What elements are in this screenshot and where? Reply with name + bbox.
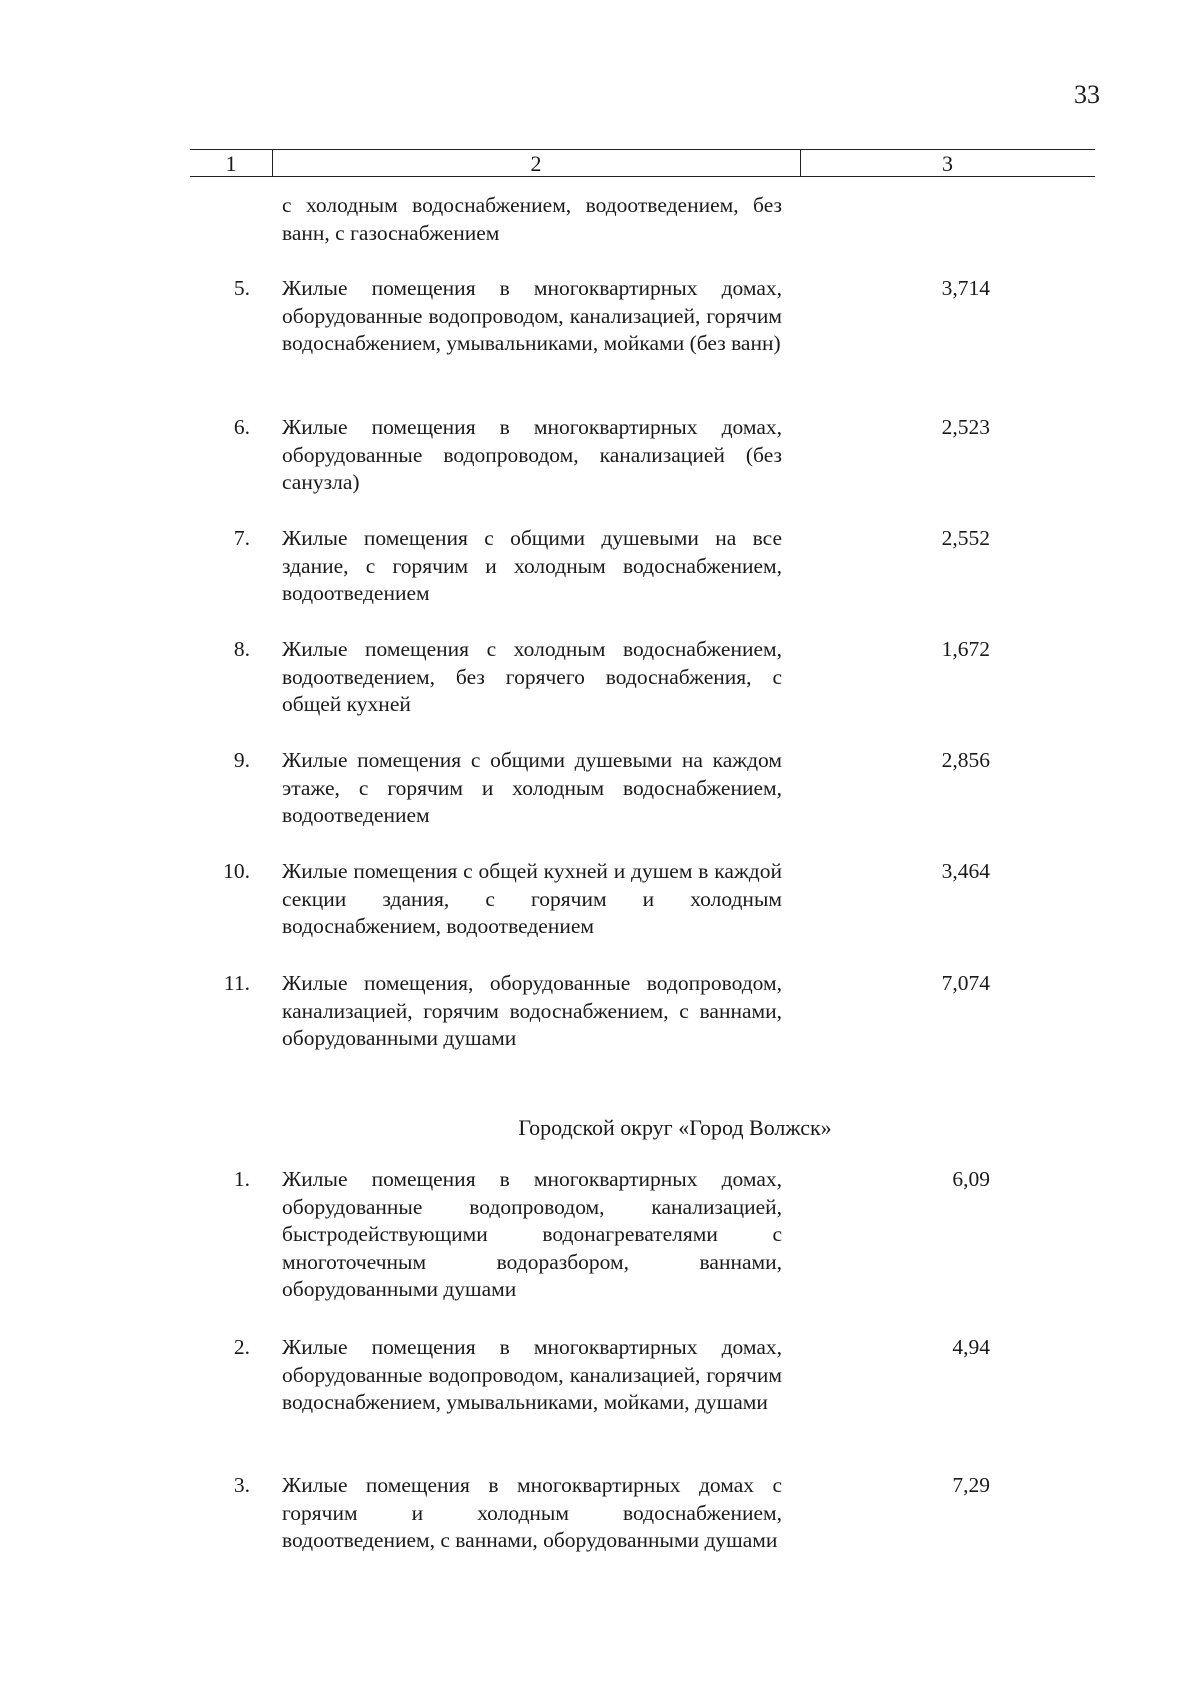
- row-number: 1.: [233, 1167, 250, 1191]
- section-title: Городской округ «Город Волжск»: [518, 1115, 832, 1140]
- row-value: 1,672: [941, 637, 990, 661]
- row-number: 5.: [233, 276, 250, 300]
- row-description: Жилые помещения с холодным водоснабжением, водоотведением, без горячего водоснабжения, с общей кухней: [282, 637, 782, 716]
- row-description: Жилые помещения в многоквартирных домах с горячим и холодным водоснабжением, водоотведением, с ваннами, оборудованными душами: [282, 1473, 782, 1552]
- row-value: 2,856: [941, 748, 990, 772]
- row-number: 7.: [233, 526, 250, 550]
- row-number: 10.: [223, 859, 250, 883]
- table-header-rule-top: [190, 149, 1095, 150]
- row-value: 2,552: [941, 526, 990, 550]
- row-description: Жилые помещения в многоквартирных домах, оборудованные водопроводом, канализацией (без санузла): [282, 415, 782, 494]
- row-number: 9.: [233, 748, 250, 772]
- column-header-2: 2: [530, 151, 542, 176]
- column-header-3: 3: [942, 151, 953, 176]
- row-value: 6,09: [952, 1167, 990, 1191]
- row-description: Жилые помещения с общей кухней и душем в каждой секции здания, с горячим и холодным водоснабжением, водоотведением: [282, 859, 782, 938]
- row-description: Жилые помещения, оборудованные водопроводом, канализацией, горячим водоснабжением, с ваннами, оборудованными душами: [282, 971, 782, 1050]
- row-description: Жилые помещения в многоквартирных домах, оборудованные водопроводом, канализацией, быстродействующими водонагревателями с многоточечным водоразбором, ваннами, оборудованными душами: [282, 1167, 782, 1301]
- row-value: 4,94: [952, 1335, 990, 1359]
- row-description: Жилые помещения в многоквартирных домах, оборудованные водопроводом, канализацией, горячим водоснабжением, умывальниками, мойками, душами: [282, 1335, 782, 1414]
- row-description: Жилые помещения с общими душевыми на все здание, с горячим и холодным водоснабжением, водоотведением: [282, 526, 782, 605]
- row-description: Жилые помещения с общими душевыми на каждом этаже, с горячим и холодным водоснабжением, водоотведением: [282, 748, 782, 827]
- column-header-1: 1: [225, 151, 237, 176]
- row-value: 7,29: [952, 1473, 990, 1497]
- row-number: 11.: [223, 971, 250, 995]
- row-description: Жилые помещения в многоквартирных домах, оборудованные водопроводом, канализацией, горячим водоснабжением, умывальниками, мойками (без ванн): [282, 276, 782, 355]
- page-number: 33: [1074, 80, 1100, 109]
- row-number: 3.: [233, 1473, 250, 1497]
- row-description: с холодным водоснабжением, водоотведением, без ванн, с газоснабжением: [282, 193, 782, 245]
- row-number: 6.: [233, 415, 250, 439]
- row-value: 7,074: [941, 971, 990, 995]
- row-number: 8.: [233, 637, 250, 661]
- row-value: 3,464: [941, 859, 990, 883]
- row-value: 2,523: [941, 415, 990, 439]
- row-value: 3,714: [941, 276, 990, 300]
- row-number: 2.: [233, 1335, 250, 1359]
